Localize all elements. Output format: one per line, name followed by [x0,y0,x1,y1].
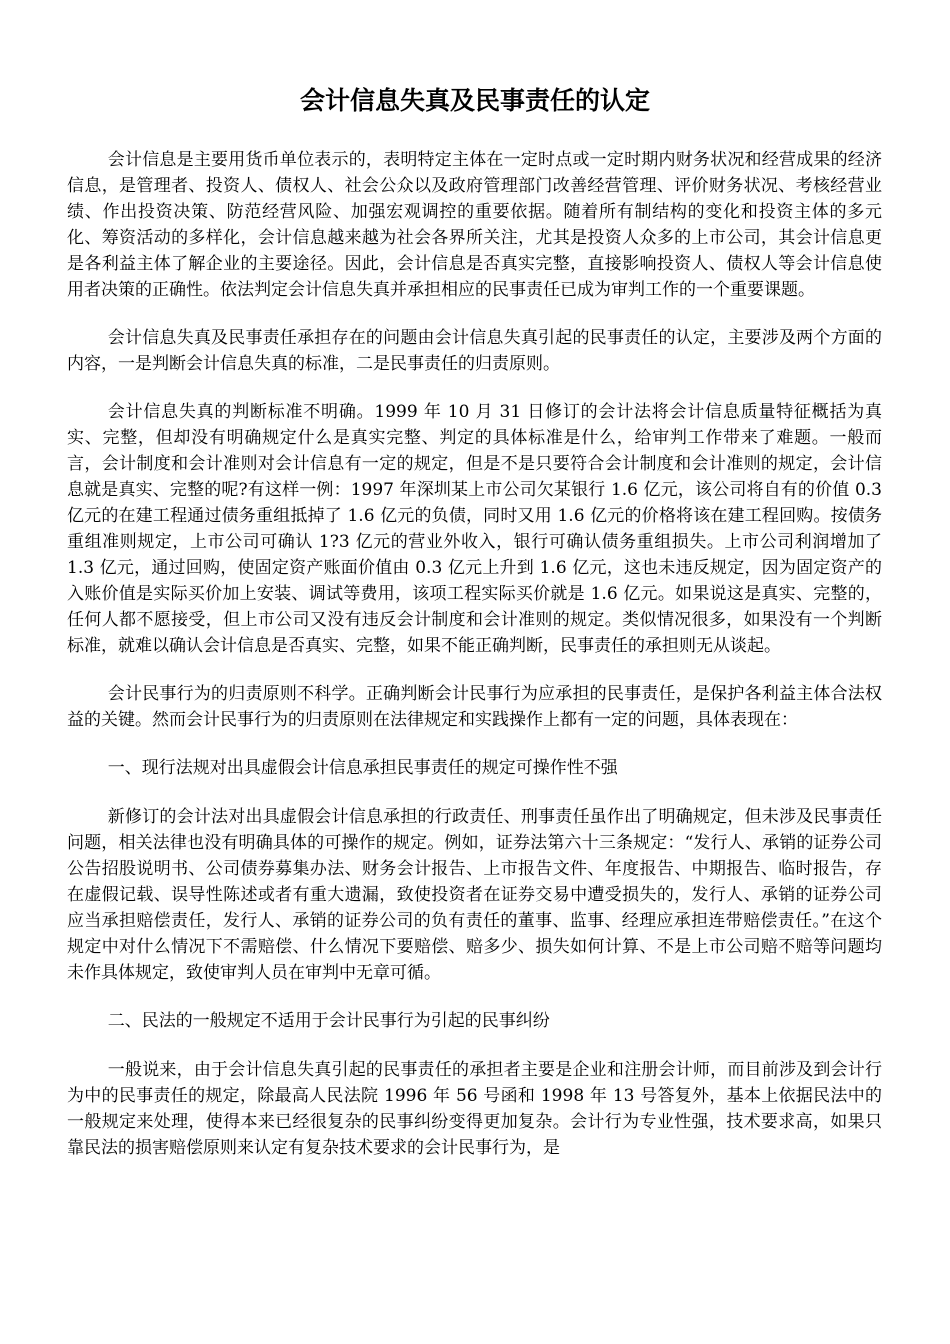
paragraph-problems: 会计信息失真及民事责任承担存在的问题由会计信息失真引起的民事责任的认定，主要涉及两个方面的内容，一是判断会计信息失真的标准，二是民事责任的归责原则。 [67,328,882,374]
document-body [67,147,882,1183]
paragraph-liability-principle: 会计民事行为的归责原则不科学。正确判断会计民事行为应承担的民事责任，是保护各利益主体合法权益的关键。然而会计民事行为的归责原则在法律规定和实践操作上都有一定的问题，具体表现在： [67,684,882,730]
section-heading-1: 一、现行法规对出具虚假会计信息承担民事责任的规定可操作性不强 [107,758,618,778]
paragraph-section-1: 新修订的会计法对出具虚假会计信息承担的行政责任、刑事责任虽作出了明确规定，但未涉及民事责任问题，相关法律也没有明确具体的可操作的规定。例如，证券法第六十三条规定：“发行人、承销的证券公司公告招股说明书、公司债券募集办法、财务会计报告、上市报告文件、年度报告、中期报告、临时报告，存在虚假记载、误导性陈述或者有重大遗漏，致使投资者在证券交易中遭受损失的，发行人、承销的证券公司应当承担赔偿责任，发行人、承销的证券公司的负有责任的董事、监事、经理应承担连带赔偿责任。”在这个规定中对什么情况下不需赔偿、什么情况下要赔偿、赔多少、损失如何计算、不是上市公司赔不赔等问题均未作具体规定，致使审判人员在审判中无章可循。 [67,807,882,983]
page-title: 会计信息失真及民事责任的认定 [299,86,650,115]
paragraph-intro: 会计信息是主要用货币单位表示的，表明特定主体在一定时点或一定时期内财务状况和经营成果的经济信息，是管理者、投资人、债权人、社会公众以及政府管理部门改善经营管理、评价财务状况、考核经营业绩、作出投资决策、防范经营风险、加强宏观调控的重要依据。随着所有制结构的变化和投资主体的多元化、筹资活动的多样化，会计信息越来越为社会各界所关注，尤其是投资人众多的上市公司，其会计信息更是各利益主体了解企业的主要途径。因此，会计信息是否真实完整，直接影响投资人、债权人等会计信息使用者决策的正确性。依法判定会计信息失真并承担相应的民事责任已成为审判工作的一个重要课题。 [67,150,882,300]
paragraph-standard: 会计信息失真的判断标准不明确。1999 年 10 月 31 日修订的会计法将会计信息质量特征概括为真实、完整，但却没有明确规定什么是真实完整、判定的具体标准是什么，给审判工作带来了难题。一般而言，会计制度和会计准则对会计信息有一定的规定，但是不是只要符合会计制度和会计准则的规定，会计信息就是真实、完整的呢?有这样一例：1997 年深圳某上市公司欠某银行 1.6 亿元，该公司将自有的价值 0.3 亿元的在建工程通过债务重组抵掉了 1.6 亿元的负债，同时又用 1.6 亿元的价格将该在建工程回购。按债务重组准则规定，上市公司可确认 1?3 亿元的营业外收入，银行可确认债务重组损失。上市公司利润增加了 1.3 亿元，通过回购，使固定资产账面价值由 0.3 亿元上升到 1.6 亿元，这也未违反规定，因为固定资产的入账价值是实际买价加上安装、调试等费用，该项工程实际买价就是 1.6 亿元。如果说这是真实、完整的，任何人都不愿接受，但上市公司又没有违反会计制度和会计准则的规定。类似情况很多，如果没有一个判断标准，就难以确认会计信息是否真实、完整，如果不能正确判断，民事责任的承担则无从谈起。 [67,402,882,656]
section-heading-2: 二、民法的一般规定不适用于会计民事行为引起的民事纠纷 [107,1011,550,1031]
paragraph-section-2: 一般说来，由于会计信息失真引起的民事责任的承担者主要是企业和注册会计师，而目前涉及到会计行为中的民事责任的规定，除最高人民法院 1996 年 56 号函和 1998 年 13 号答复外，基本上依据民法中的一般规定来处理，使得本来已经很复杂的民事纠纷变得更加复杂。会计行为专业性强，技术要求高，如果只靠民法的损害赔偿原则来认定有复杂技术要求的会计民事行为，是 [67,1060,882,1158]
